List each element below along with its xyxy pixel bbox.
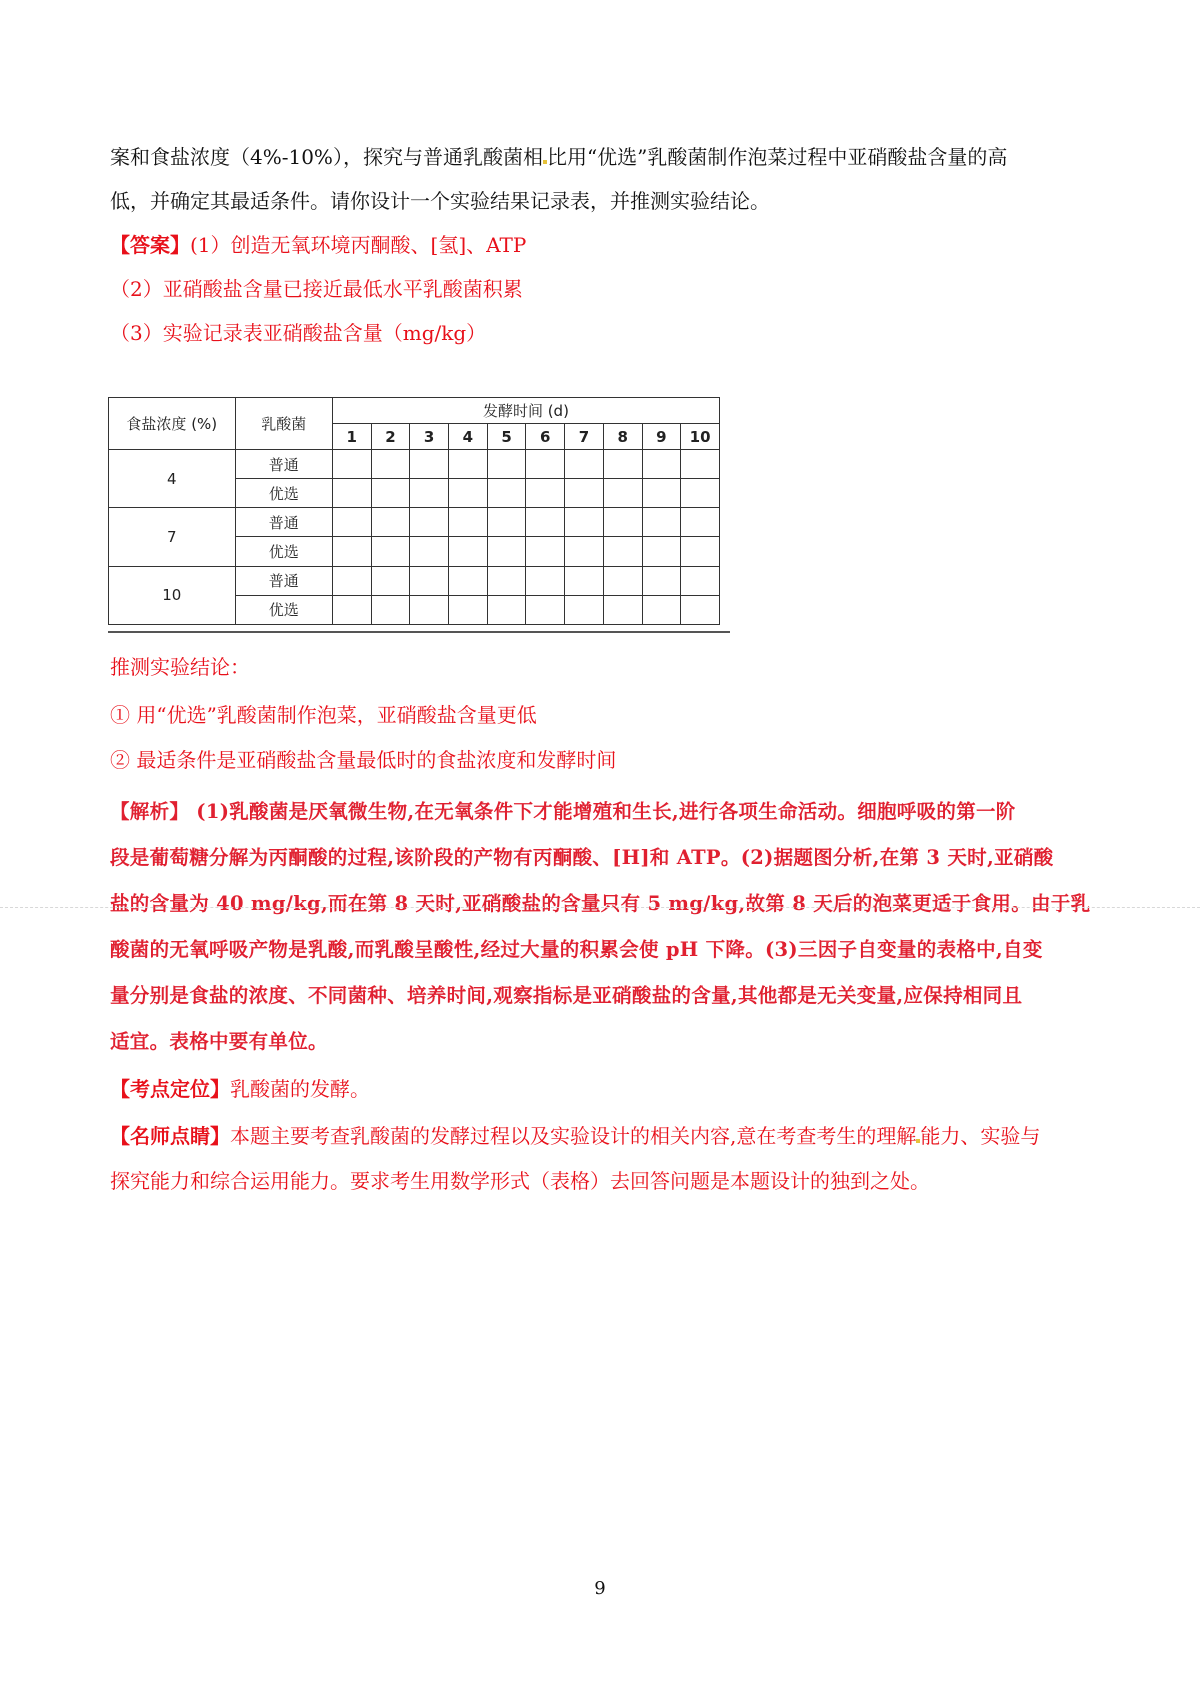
conclusion-1: ① 用“优选”乳酸菌制作泡菜，亚硝酸盐含量更低	[110, 703, 537, 727]
answer-line-3: （3）实验记录表亚硝酸盐含量（mg/kg）	[110, 321, 487, 345]
conclusion-title: 推测实验结论：	[110, 655, 250, 679]
analysis-line-3: 盐的含量为 40 mg/kg,而在第 8 天时,亚硝酸盐的含量只有 5 mg/kg,故第 8 天后的泡菜更适于食用。由于乳	[110, 892, 1091, 915]
bacteria-cell: 优选	[235, 537, 332, 566]
question-line-1: 案和食盐浓度（4%-10%），探究与普通乳酸菌相 比用“优选”乳酸菌制作泡菜过程中亚硝酸盐含量的高	[110, 145, 1008, 169]
record-table-image	[108, 385, 730, 633]
header-bacteria: 乳酸菌	[235, 398, 332, 450]
concentration-cell: 10	[109, 566, 236, 624]
day-cell: 2	[371, 424, 410, 450]
concentration-cell: 7	[109, 508, 236, 566]
header-time: 发酵时间 (d)	[332, 398, 719, 424]
day-cell: 7	[565, 424, 604, 450]
day-cell: 5	[487, 424, 526, 450]
kaodian-tag: 【考点定位】	[110, 1077, 230, 1101]
day-cell: 8	[603, 424, 642, 450]
day-cell: 4	[449, 424, 488, 450]
answer-tag: 【答案】	[110, 233, 190, 257]
bacteria-cell: 普通	[235, 566, 332, 595]
conclusion-2: ② 最适条件是亚硝酸盐含量最低时的食盐浓度和发酵时间	[110, 748, 617, 772]
analysis-line-1: 【解析】 (1)乳酸菌是厌氧微生物,在无氧条件下才能增殖和生长,进行各项生命活动。细胞呼吸的第一阶	[110, 800, 1016, 823]
record-table	[108, 397, 720, 625]
day-cell: 6	[526, 424, 565, 450]
analysis-line-5: 量分别是食盐的浓度、不同菌种、培养时间,观察指标是亚硝酸盐的含量,其他都是无关变量,应保持相同且	[110, 984, 1023, 1007]
bacteria-cell: 普通	[235, 508, 332, 537]
day-cell: 3	[410, 424, 449, 450]
mingshi-tag: 【名师点睛】	[110, 1124, 230, 1148]
question-line-2: 低，并确定其最适条件。请你设计一个实验结果记录表，并推测实验结论。	[110, 189, 770, 213]
mingshi-line-2: 探究能力和综合运用能力。要求考生用数学形式（表格）去回答问题是本题设计的独到之处。	[110, 1169, 930, 1193]
analysis-line-6: 适宜。表格中要有单位。	[110, 1030, 328, 1053]
analysis-tag: 【解析】	[110, 800, 190, 823]
answer-line-2: （2）亚硝酸盐含量已接近最低水平乳酸菌积累	[110, 277, 523, 301]
header-salt: 食盐浓度 (%)	[109, 398, 236, 450]
bacteria-cell: 普通	[235, 450, 332, 479]
day-cell: 1	[332, 424, 371, 450]
bacteria-cell: 优选	[235, 479, 332, 508]
day-cell: 9	[642, 424, 681, 450]
mingshi-line-1: 【名师点睛】本题主要考查乳酸菌的发酵过程以及实验设计的相关内容,意在考查考生的理解 能力、实验与	[110, 1124, 1041, 1148]
kaodian-line: 【考点定位】乳酸菌的发酵。	[110, 1077, 370, 1101]
answer-line-1: 【答案】(1）创造无氧环境丙酮酸、[氢]、ATP	[110, 233, 527, 257]
page-number: 9	[594, 1578, 606, 1599]
concentration-cell: 4	[109, 450, 236, 508]
analysis-line-4: 酸菌的无氧呼吸产物是乳酸,而乳酸呈酸性,经过大量的积累会使 pH 下降。(3)三因子自变量的表格中,自变	[110, 938, 1043, 961]
scan-bottom-rule	[108, 631, 730, 633]
day-cell: 10	[681, 424, 720, 450]
bacteria-cell: 优选	[235, 595, 332, 624]
analysis-line-2: 段是葡萄糖分解为丙酮酸的过程,该阶段的产物有丙酮酸、[H]和 ATP。(2)据题图分析,在第 3 天时,亚硝酸	[110, 846, 1054, 869]
page-guide-line	[0, 907, 1200, 908]
